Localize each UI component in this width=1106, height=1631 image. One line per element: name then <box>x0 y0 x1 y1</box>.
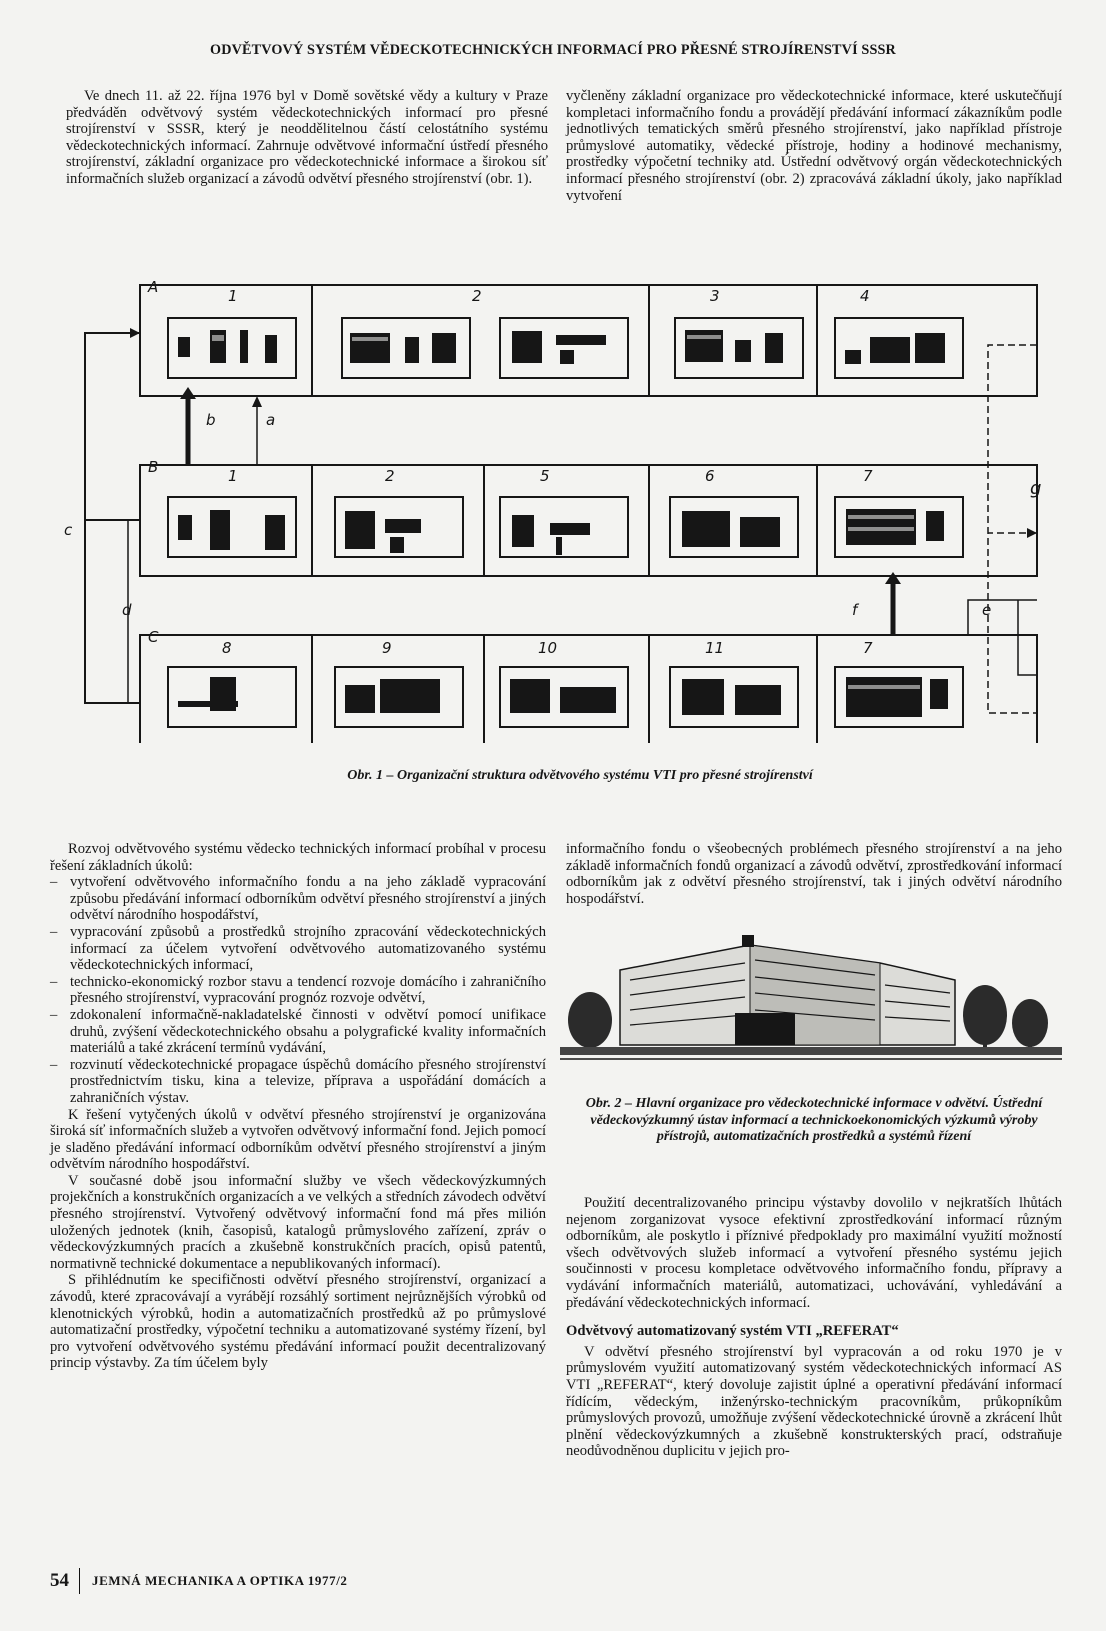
row-a-letter: A <box>148 278 159 296</box>
page-title: ODVĚTVOVÝ SYSTÉM VĚDECKOTECHNICKÝCH INFORMACÍ PRO PŘESNÉ STROJÍRENSTVÍ SSSR <box>210 42 896 58</box>
figure-1 <box>60 275 1060 743</box>
list-item: – vypracování způsobů a prostředků strojního zpracování vědeckotechnických informací za účelem vytvoření odvětvového automatizovaného systému vědeckotechnických informací, <box>50 924 546 974</box>
row-a-num-4: 4 <box>860 287 870 305</box>
row-b-num-4: 6 <box>705 467 715 485</box>
body-right-paragraph-1: Použití decentralizovaného principu výstavby dovolilo v nejkratších lhůtách nejenom zorganizovat vysoce efektivní zprostředkování informací různým odborníkům, ale poskytlo i příznivé předpoklady pro maximální využití možností všech odvětvových služeb informací a vytvoření přesného systému jejich součinnosti v procesu kompletace odvětvového informačního fondu, přípravy a vydávání informačních materiálů, automatizaci, uchovávání, vyhledávání a předávání vědeckotechnických informací. <box>566 1195 1062 1311</box>
list-item: – rozvinutí vědeckotechnické propagace úspěchů domácího přesného strojírenství prostřednictvím tisku, kina a televize, příprava a uspořádání domácích a zahraničních výstav. <box>50 1057 546 1107</box>
journal-name: JEMNÁ MECHANIKA A OPTIKA 1977/2 <box>92 1573 348 1588</box>
body-left-column <box>50 841 546 1372</box>
row-a-num-1: 1 <box>228 287 238 305</box>
row-c-num-3: 10 <box>538 639 558 657</box>
row-b-num-3: 5 <box>540 467 550 485</box>
arrow-label-e: e <box>982 601 992 619</box>
list-item: – technicko-ekonomický rozbor stavu a tendencí rozvoje domácího i zahraničního přesného strojírenství, vypracování prognóz rozvoje odvětví, <box>50 974 546 1007</box>
row-c-letter: C <box>148 628 159 646</box>
equipment-silhouettes-icon <box>178 330 948 717</box>
arrow-g-dashed <box>988 345 1037 713</box>
body-right-paragraph-0: informačního fondu o všeobecných problémech přesného strojírenství a na jeho základě informačních fondů organizací a závodů odvětví, zprostředkování informací odborníkům jak z odvětví přesného strojírenství, tak i jiných odvětví národního hospodářství. <box>566 841 1062 907</box>
row-c-num-5: 7 <box>863 639 873 657</box>
arrow-label-f: f <box>852 601 858 619</box>
section-heading: Odvětvový automatizovaný systém VTI „REFERAT“ <box>566 1323 899 1340</box>
intro-left-column <box>66 88 548 188</box>
arrow-label-c: c <box>64 521 73 539</box>
row-c-num-4: 11 <box>705 639 725 657</box>
body-right-column <box>566 841 1062 907</box>
page-footer <box>50 1568 348 1594</box>
body-left-paragraph-3: S přihlédnutím ke specifičnosti odvětví přesného strojírenství, organizací a závodů, které zpracovávají a vyrábějí rozsáhlý sortiment nejrůznějších výrobků od klenotnických výrobků, hodin a automatizačních prostředků až po průmyslové automatizační prostředky, výpočetní techniku a automatizované systémy řízení, byl pro vytvoření odvětvového systému předávání informací použit decentralizovaný princip výstavby. Za tím účelem byly <box>50 1272 546 1372</box>
page-number: 54 <box>50 1568 80 1594</box>
row-b-num-5: 7 <box>863 467 873 485</box>
body-left-paragraph-2: V současné době jsou informační služby ve všech vědeckovýzkumných projekčních a konstrukčních organizacích a ve velkých a středních závodech odvětví přesného strojírenství. Vytvořený odvětvový informační fond má přes milión uložených jednotek (knih, časopisů, katalogů průmyslového zařízení, zpráv o vědeckovýzkumných pracích a zkušebně konstrukčních pracích, opisů patentů, normativně technické dokumentace a nepublikovaných informací). <box>50 1172 546 1272</box>
figure-2-caption: Obr. 2 – Hlavní organizace pro vědeckotechnické informace v odvětví. Ústřední vědeckovýzkumný ústav informací a technickoekonomických výzkumů výroby přístrojů, automatizačních prostředků a systémů řízení <box>585 1096 1043 1144</box>
row-c-num-2: 9 <box>382 639 392 657</box>
row-b-letter: B <box>148 458 159 476</box>
arrow-label-b: b <box>206 411 216 429</box>
row-b-num-2: 2 <box>385 467 395 485</box>
body-right-lower <box>566 1195 1062 1460</box>
arrow-label-a: a <box>266 411 276 429</box>
row-b-num-1: 1 <box>228 467 238 485</box>
arrow-label-d: d <box>122 601 132 619</box>
row-c-num-1: 8 <box>222 639 232 657</box>
institute-building-icon <box>560 935 1062 1085</box>
arrow-label-g: g <box>1030 478 1042 499</box>
body-left-paragraph-1: K řešení vytyčených úkolů v odvětví přesného strojírenství je organizována široká síť informačních služeb a vytvořen odvětvový informační fond. Jejich pomocí je sladěno předávání informací odborníkům odvětví přesného strojírenství a jiným odvětvím národního hospodářství. <box>50 1106 546 1173</box>
intro-right-paragraph: vyčleněny základní organizace pro vědeckotechnické informace, které uskutečňují kompletaci informačního fondu a provádějí předávání informací zákazníkům podle jednotlivých tematických směrů přesného strojírenství, jako například přístroje průmyslové automatiky, vědecké přístroje, hodiny a hodinové mechanismy, prostředky výpočetní techniky atd. Ústřední odvětvový orgán vědeckotechnických informací přesného strojírenství (obr. 2) zpracovává základní úkoly, jako například vytvoření <box>566 88 1062 204</box>
figure-2 <box>560 935 1062 1085</box>
list-item: – vytvoření odvětvového informačního fondu a na jeho základě vypracování způsobu předávání informací odborníkům odvětví přesného strojírenství a jiných odvětví národního hospodářství, <box>50 874 546 924</box>
figure-1-caption: Obr. 1 – Organizační struktura odvětvového systému VTI pro přesné strojírenství <box>347 768 813 783</box>
arrow-c-up <box>85 333 140 520</box>
intro-right-column <box>566 88 1062 204</box>
body-right-paragraph-2: V odvětví přesného strojírenství byl vypracován a od roku 1970 je v průmyslovém využití automatizovaný systém vědeckotechnických informací AS VTI „REFERAT“, který dovoluje zajistit úplné a operativní předávání informací řídícím, vědeckým, inženýrsko-technickým pracovníkům, průkopníkům průmyslových provozů, umožňuje zvýšení vědeckotechnické úrovně a zkrácení lhůt plnění vědeckovýzkumných a zkušebně konstrukterských prací, odstraňuje neodůvodněnou duplicitu v jejich pro- <box>566 1343 1062 1460</box>
body-left-lead: Rozvoj odvětvového systému vědecko technických informací probíhal v procesu řešení základních úkolů: <box>50 841 546 874</box>
intro-left-paragraph: Ve dnech 11. až 22. října 1976 byl v Domě sovětské vědy a kultury v Praze předváděn odvětvový systém vědeckotechnických informací pro přesné strojírenství v SSSR, který je neoddělitelnou částí celostátního systému vědeckotechnických informací. Zahrnuje odvětvové informační ústředí přesného strojírenství, základní organizace pro vědeckotechnické informace a širokou síť informačních služeb organizací a závodů odvětví přesného strojírenství (obr. 1). <box>66 88 548 187</box>
list-item: – zdokonalení informačně-nakladatelské činnosti v odvětví pomocí unifikace druhů, zvýšení vědeckotechnického obsahu a polygrafické kvality informačních materiálů a také zkrácení termínů vydávání, <box>50 1007 546 1057</box>
row-a-num-2: 2 <box>472 287 482 305</box>
org-structure-diagram <box>60 275 1060 743</box>
row-a-num-3: 3 <box>710 287 720 305</box>
